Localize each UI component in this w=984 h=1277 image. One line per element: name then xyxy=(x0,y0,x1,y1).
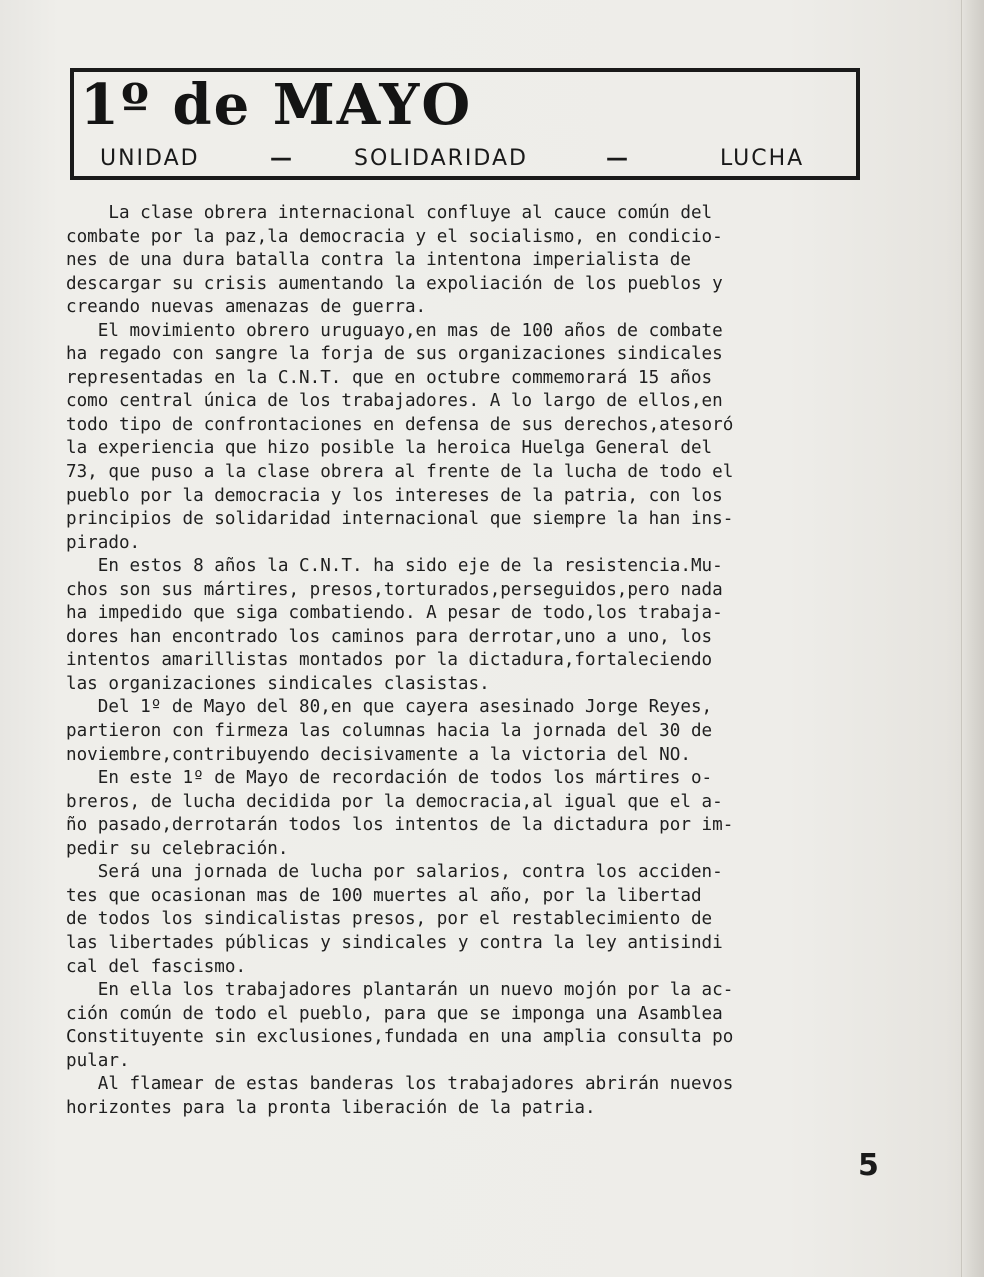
text-line: ha regado con sangre la forja de sus organizaciones sindicales xyxy=(66,344,723,365)
text-line: como central única de los trabajadores. A lo largo de ellos,en xyxy=(66,391,723,412)
page-number: 5 xyxy=(858,1148,879,1183)
text-line: El movimiento obrero uruguayo,en mas de 100 años de combate xyxy=(66,320,723,341)
text-line: todo tipo de confrontaciones en defensa de sus derechos,atesoró xyxy=(66,414,734,435)
slogan-dash-2: — xyxy=(606,146,630,171)
text-line: pueblo por la democracia y los intereses de la patria, con los xyxy=(66,485,723,506)
text-line: noviembre,contribuyendo decisivamente a la victoria del NO. xyxy=(66,744,691,765)
slogan-solidaridad: SOLIDARIDAD xyxy=(354,146,528,171)
page-edge xyxy=(961,0,984,1277)
text-line: Constituyente sin exclusiones,fundada en una amplia consulta po xyxy=(66,1027,734,1048)
slogan-unidad: UNIDAD xyxy=(100,146,200,171)
text-line: chos son sus mártires, presos,torturados,perseguidos,pero nada xyxy=(66,579,723,600)
slogans xyxy=(100,146,840,178)
text-line: En ella los trabajadores plantarán un nuevo mojón por la ac- xyxy=(66,980,734,1001)
text-line: partieron con firmeza las columnas hacia la jornada del 30 de xyxy=(66,721,713,742)
body-text xyxy=(66,202,888,1120)
text-line: la experiencia que hizo posible la heroica Huelga General del xyxy=(66,438,713,459)
page-title: 1º de MAYO xyxy=(80,72,473,138)
text-line: horizontes para la pronta liberación de la patria. xyxy=(66,1097,596,1118)
text-line: La clase obrera internacional confluye al cauce común del xyxy=(66,203,713,223)
text-line: En este 1º de Mayo de recordación de todos los mártires o- xyxy=(66,768,713,789)
text-line: Al flamear de estas banderas los trabajadores abrirán nuevos xyxy=(66,1074,734,1095)
text-line: las organizaciones sindicales clasistas. xyxy=(66,673,490,694)
text-line: pedir su celebración. xyxy=(66,838,289,859)
text-line: las libertades públicas y sindicales y contra la ley antisindi xyxy=(66,932,723,953)
text-line: pirado. xyxy=(66,532,141,553)
text-line: ño pasado,derrotarán todos los intentos de la dictadura por im- xyxy=(66,815,734,836)
text-line: breros, de lucha decidida por la democracia,al igual que el a- xyxy=(66,791,723,812)
text-line: Del 1º de Mayo del 80,en que cayera asesinado Jorge Reyes, xyxy=(66,697,713,718)
text-line: 73, que puso a la clase obrera al frente de la lucha de todo el xyxy=(66,462,734,483)
text-line: descargar su crisis aumentando la expoliación de los pueblos y xyxy=(66,273,723,294)
text-line: ción común de todo el pueblo, para que se imponga una Asamblea xyxy=(66,1003,723,1024)
text-line: principios de solidaridad internacional que siempre la han ins- xyxy=(66,509,734,530)
text-line: ha impedido que siga combatiendo. A pesar de todo,los trabaja- xyxy=(66,603,723,624)
text-line: En estos 8 años la C.N.T. ha sido eje de la resistencia.Mu- xyxy=(66,556,723,577)
text-line: de todos los sindicalistas presos, por el restablecimiento de xyxy=(66,909,713,930)
text-line: creando nuevas amenazas de guerra. xyxy=(66,297,427,318)
text-line: dores han encontrado los caminos para derrotar,uno a uno, los xyxy=(66,626,713,647)
text-line: cal del fascismo. xyxy=(66,956,247,977)
text-line: representadas en la C.N.T. que en octubre commemorará 15 años xyxy=(66,367,713,388)
text-line: intentos amarillistas montados por la dictadura,fortaleciendo xyxy=(66,650,713,671)
text-line: Será una jornada de lucha por salarios, contra los acciden- xyxy=(66,862,723,883)
text-line: combate por la paz,la democracia y el socialismo, en condicio- xyxy=(66,226,723,247)
slogan-dash-1: — xyxy=(270,146,294,171)
text-line: tes que ocasionan mas de 100 muertes al año, por la libertad xyxy=(66,885,702,906)
slogan-lucha: LUCHA xyxy=(720,146,805,171)
text-line: nes de una dura batalla contra la intentona imperialista de xyxy=(66,250,691,271)
text-line: pular. xyxy=(66,1050,130,1071)
